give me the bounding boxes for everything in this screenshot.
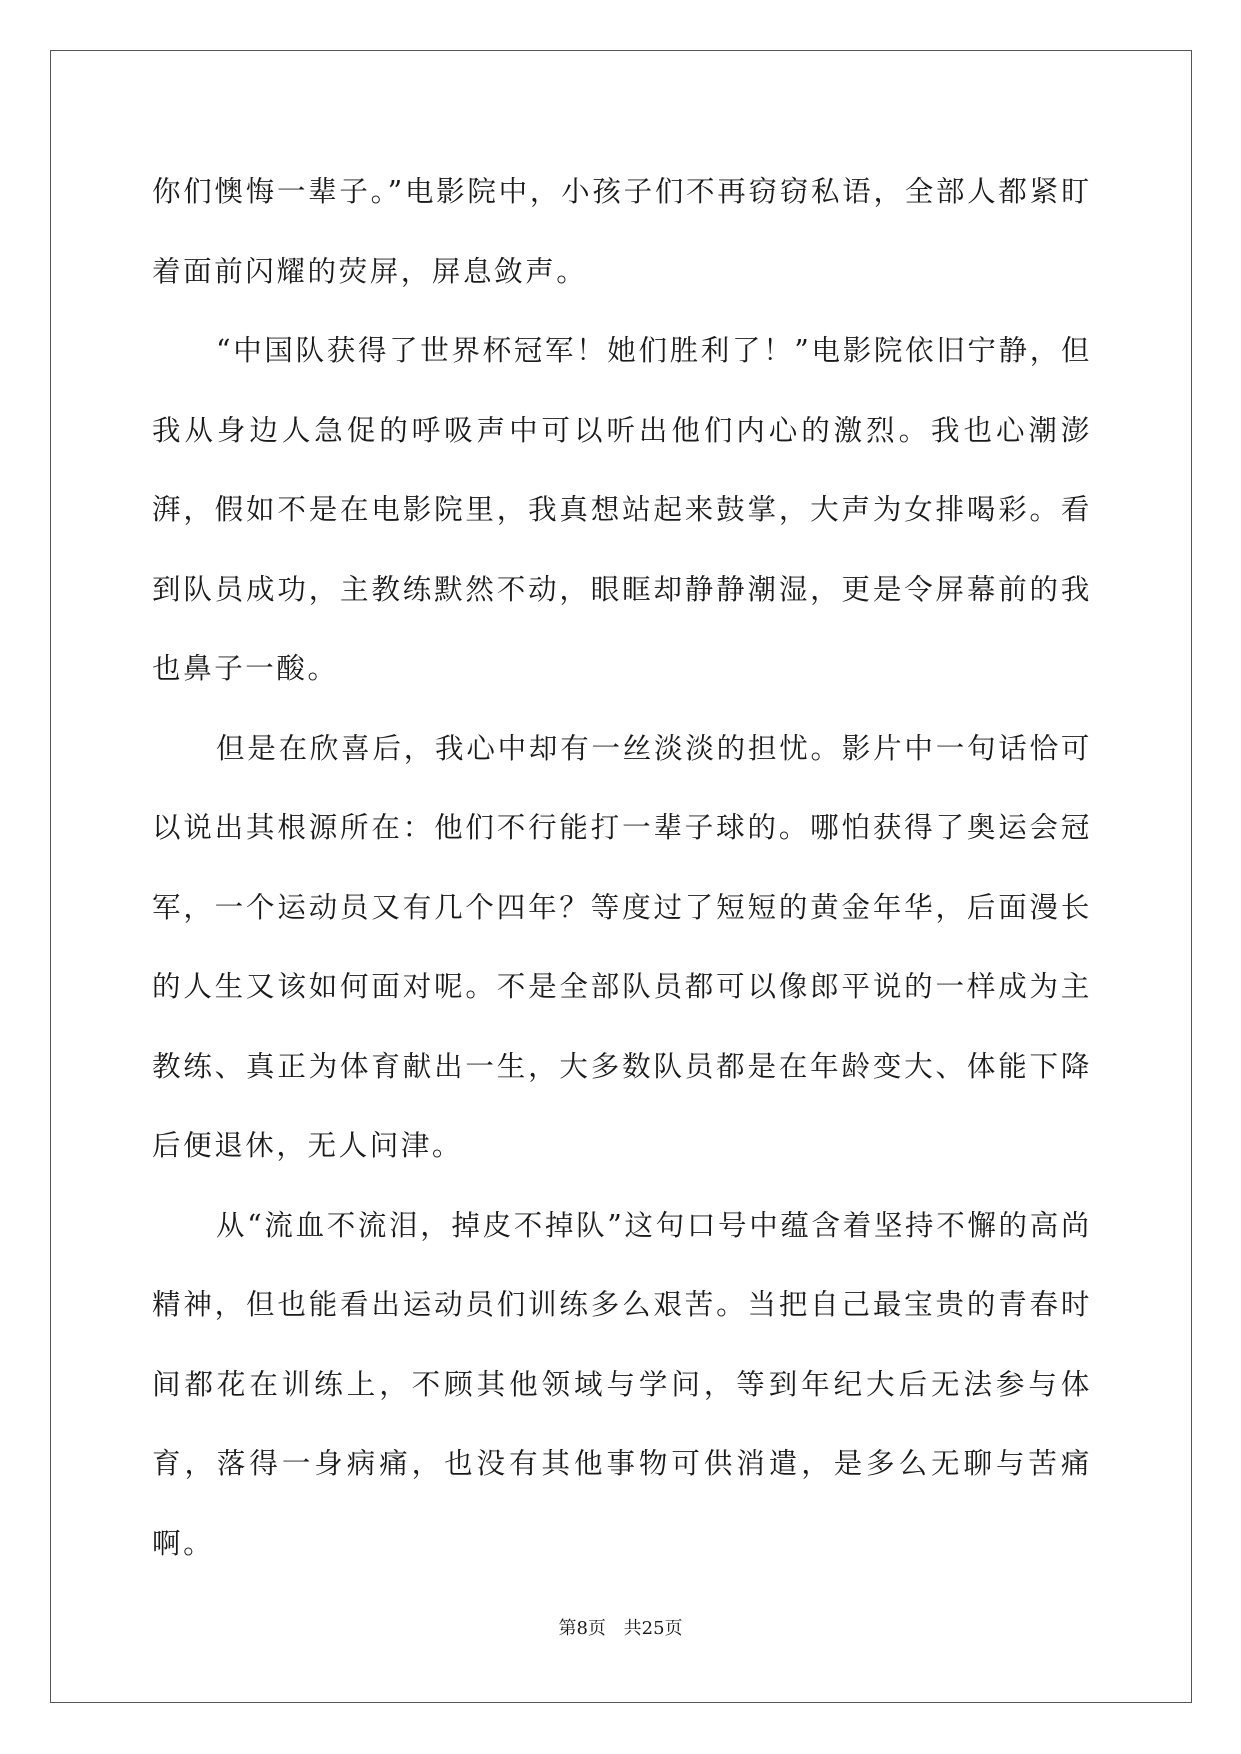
document-body <box>152 152 1092 1583</box>
page-footer <box>0 1617 1241 1641</box>
paragraph-2: “中国队获得了世界杯冠军！她们胜利了！”电影院依旧宁静，但我从身边人急促的呼吸声中可以听出他们内心的激烈。我也心潮澎湃，假如不是在电影院里，我真想站起来鼓掌，大声为女排喝彩。看到队员成功，主教练默然不动，眼眶却静静潮湿，更是令屏幕前的我也鼻子一酸。 <box>152 334 1092 685</box>
paragraph-1: 你们懊悔一辈子。”电影院中，小孩子们不再窃窃私语，全部人都紧盯着面前闪耀的荧屏，屏息敛声。 <box>152 175 1092 288</box>
current-page-label: 第8页 <box>558 1618 606 1639</box>
paragraph-3: 但是在欣喜后，我心中却有一丝淡淡的担忧。影片中一句话恰可以说出其根源所在：他们不行能打一辈子球的。哪怕获得了奥运会冠军，一个运动员又有几个四年？等度过了短短的黄金年华，后面漫长的人生又该如何面对呢。不是全部队员都可以像郎平说的一样成为主教练、真正为体育献出一生，大多数队员都是在年龄变大、体能下降后便退休，无人问津。 <box>152 731 1092 1162</box>
paragraph-4: 从“流血不流泪，掉皮不掉队”这句口号中蕴含着坚持不懈的高尚精神，但也能看出运动员们训练多么艰苦。当把自己最宝贵的青春时间都花在训练上，不顾其他领域与学问，等到年纪大后无法参与体育，落得一身病痛，也没有其他事物可供消遣，是多么无聊与苦痛啊。 <box>152 1208 1092 1560</box>
total-pages-label: 共25页 <box>623 1618 683 1639</box>
